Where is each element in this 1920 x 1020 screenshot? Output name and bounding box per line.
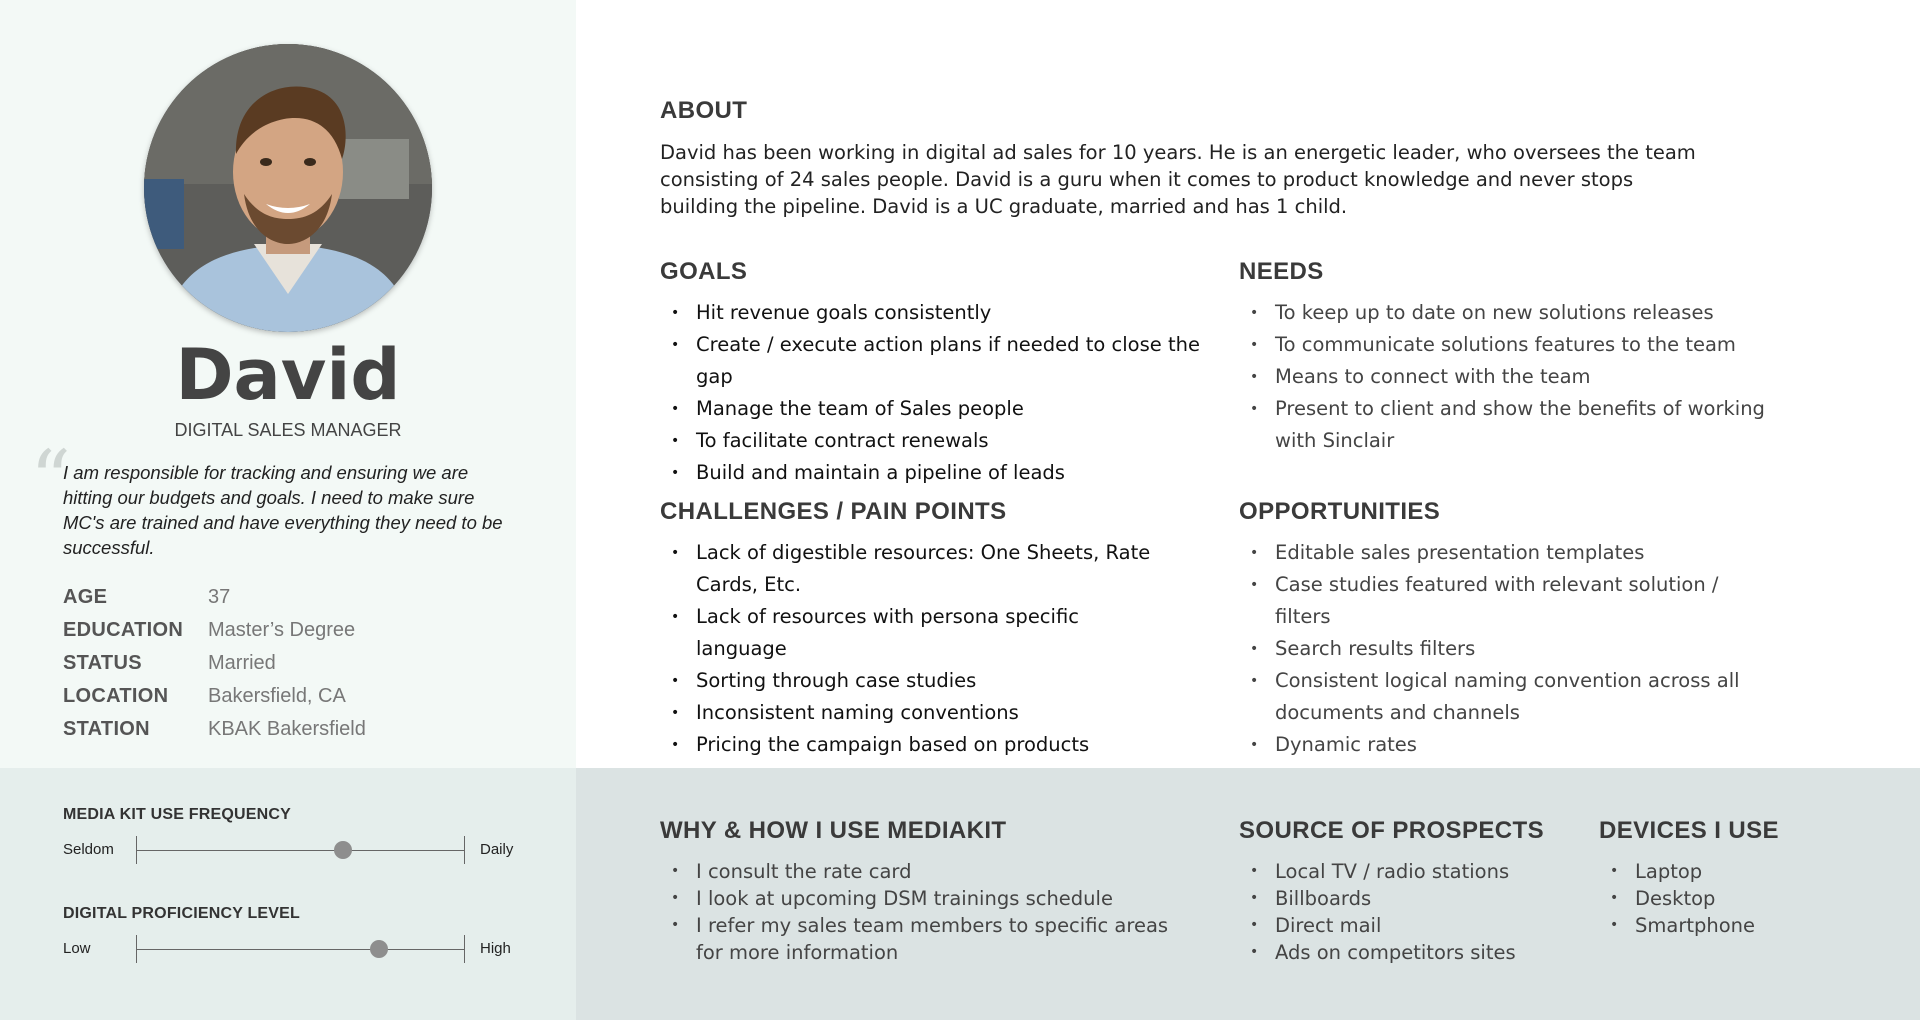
scale-high-label: Daily [480, 841, 514, 858]
fact-row-education [63, 614, 366, 647]
list-item: • Inconsistent naming conventions [660, 697, 1160, 729]
portrait-photo [144, 44, 432, 332]
list-item: • Local TV / radio stations [1239, 858, 1579, 885]
needs-heading: NEEDS [1239, 258, 1324, 285]
goals-list [660, 297, 1230, 489]
list-item: • Laptop [1599, 858, 1899, 885]
list-item: • Case studies featured with relevant solution / filters [1239, 569, 1779, 633]
list-item: • Direct mail [1239, 912, 1579, 939]
list-item: • I look at upcoming DSM trainings schedule [660, 885, 1170, 912]
persona-role: DIGITAL SALES MANAGER [174, 420, 402, 440]
goals-heading: GOALS [660, 258, 748, 285]
list-item: • Sorting through case studies [660, 665, 1160, 697]
list-item: • Hit revenue goals consistently [660, 297, 1230, 329]
list-item: • I consult the rate card [660, 858, 1170, 885]
about-text: David has been working in digital ad sales for 10 years. He is an energetic leader, who oversees the team consisting of 24 sales people. David is a guru when it comes to product knowledge and never stops building the pipeline. David is a UC graduate, married and has 1 child. [660, 141, 1696, 218]
digital-proficiency-scale [63, 905, 523, 963]
fact-label: EDUCATION [63, 619, 184, 641]
fact-value: KBAK Bakersfield [208, 718, 366, 740]
scale-marker [370, 940, 388, 958]
scale-low-label: Low [63, 940, 91, 957]
list-item: • Search results filters [1239, 633, 1779, 665]
list-item: • Manage the team of Sales people [660, 393, 1230, 425]
needs-list [1239, 297, 1779, 457]
scale-marker [334, 841, 352, 859]
media-kit-frequency-scale [63, 806, 523, 864]
scale-tick [464, 935, 465, 963]
persona-facts [63, 581, 366, 746]
list-item: • Smartphone [1599, 912, 1899, 939]
persona-name: David [175, 334, 401, 416]
why-how-list [660, 858, 1170, 966]
scale-low-label: Seldom [63, 841, 114, 858]
list-item: • Lack of resources with persona specific language [660, 601, 1160, 665]
list-item: • Dynamic rates [1239, 729, 1779, 761]
list-item: • Create / execute action plans if needed to close the gap [660, 329, 1230, 393]
why-how-heading: WHY & HOW I USE MEDIAKIT [660, 817, 1007, 844]
scale-track [136, 949, 464, 950]
avatar [144, 44, 432, 332]
list-item: • Desktop [1599, 885, 1899, 912]
list-item: • To keep up to date on new solutions releases [1239, 297, 1779, 329]
persona-quote: I am responsible for tracking and ensuring we are hitting our budgets and goals. I need to make sure MC's are trained and have everything they need to be successful. [63, 462, 503, 558]
opportunities-list [1239, 537, 1779, 761]
fact-row-age [63, 581, 366, 614]
list-item: • Lack of digestible resources: One Sheets, Rate Cards, Etc. [660, 537, 1160, 601]
scale-tick [464, 836, 465, 864]
list-item: • I refer my sales team members to specific areas for more information [660, 912, 1170, 966]
challenges-list [660, 537, 1160, 761]
scale-track [136, 850, 464, 851]
scale-title: MEDIA KIT USE FREQUENCY [63, 806, 292, 823]
list-item: • Means to connect with the team [1239, 361, 1779, 393]
opportunities-heading: OPPORTUNITIES [1239, 498, 1441, 525]
list-item: • Present to client and show the benefits of working with Sinclair [1239, 393, 1779, 457]
list-item: • Editable sales presentation templates [1239, 537, 1779, 569]
prospects-heading: SOURCE OF PROSPECTS [1239, 817, 1544, 844]
fact-label: STATUS [63, 652, 142, 674]
fact-row-status [63, 647, 366, 680]
about-heading: ABOUT [660, 97, 748, 124]
fact-value: Bakersfield, CA [208, 685, 346, 707]
fact-value: Master’s Degree [208, 619, 356, 641]
list-item: • Consistent logical naming convention across all documents and channels [1239, 665, 1779, 729]
fact-value: Married [208, 652, 276, 674]
quote-icon: “ [30, 433, 71, 526]
devices-list [1599, 858, 1899, 939]
list-item: • To communicate solutions features to the team [1239, 329, 1779, 361]
scale-high-label: High [480, 940, 511, 957]
fact-label: STATION [63, 718, 150, 740]
list-item: • Ads on competitors sites [1239, 939, 1579, 966]
fact-row-station [63, 713, 366, 746]
devices-heading: DEVICES I USE [1599, 817, 1779, 844]
list-item: • To facilitate contract renewals [660, 425, 1230, 457]
fact-row-location [63, 680, 366, 713]
fact-label: LOCATION [63, 685, 169, 707]
scale-title: DIGITAL PROFICIENCY LEVEL [63, 905, 301, 922]
challenges-heading: CHALLENGES / PAIN POINTS [660, 498, 1007, 525]
list-item: • Pricing the campaign based on products [660, 729, 1160, 761]
prospects-list [1239, 858, 1579, 966]
fact-label: AGE [63, 586, 108, 608]
list-item: • Build and maintain a pipeline of leads [660, 457, 1230, 489]
list-item: • Billboards [1239, 885, 1579, 912]
fact-value: 37 [208, 586, 231, 608]
